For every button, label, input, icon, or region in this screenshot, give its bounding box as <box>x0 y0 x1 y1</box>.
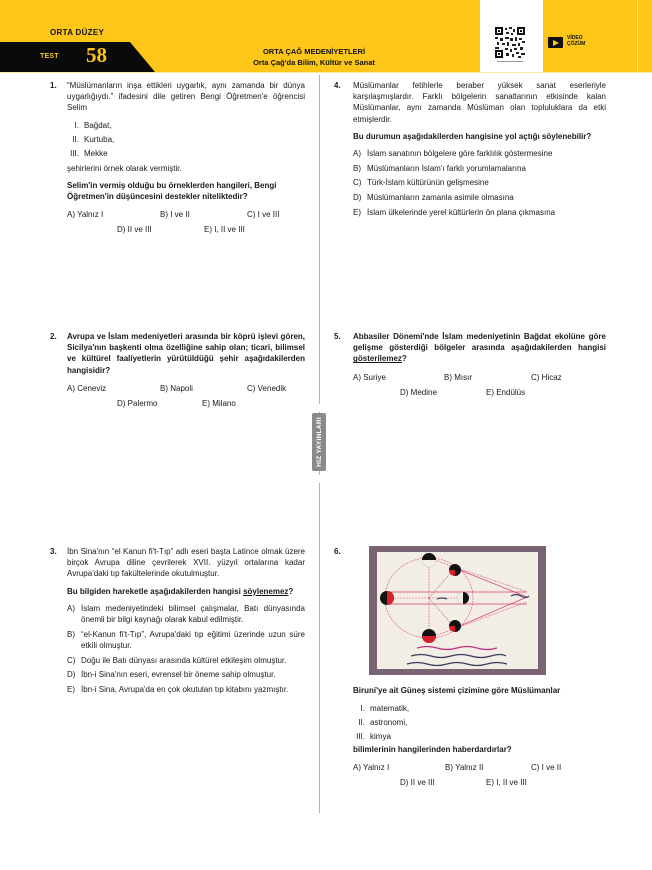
question-prompt: bilimlerinin hangilerinden haberdardırlar? <box>353 745 512 755</box>
header-edge-strip <box>637 0 638 72</box>
question-stem: Müslümanlar fetihlerle beraber yüksek sanat eserleriyle karşılaşmışlardır. Farklı bölgelerin sanatlarının etkisinde kalan Müslümanlar, aynı zamanda Müslüman olan topluluklara da etki etmişlerdir. <box>353 81 606 124</box>
roman-list <box>353 701 606 743</box>
difficulty-level: ORTA DÜZEY <box>50 28 105 37</box>
list-item: III. kimya <box>356 731 391 741</box>
list-item: II. Kurtuba, <box>72 135 115 144</box>
manuscript-image <box>377 552 538 669</box>
roman-list <box>67 119 305 161</box>
option-b[interactable]: B) I ve II <box>160 210 190 220</box>
answer-options <box>67 209 305 239</box>
option-c[interactable]: C) Hicaz <box>531 372 562 382</box>
option-d[interactable]: D) II ve III <box>400 778 435 788</box>
option-b[interactable]: B) Müslümanların İslam'ı farklı yorumlamalarına <box>353 163 526 173</box>
question-stem: Avrupa ve İslam medeniyetleri arasında bir köprü işlevi gören, Sicilya'nın başkenti olma özelliğine sahip olan; ticari, bilimsel ve kültürel faaliyetlerin yürütüldüğü şehir aşağıdakilerden hangisidir? <box>67 332 305 375</box>
option-c[interactable]: C) Doğu ile Batı dünyası arasında kültürel etkileşim olmuştur. <box>67 655 287 665</box>
test-number-band <box>0 42 155 72</box>
question-stem: Biruni'ye ait Güneş sistemi çizimine göre Müslümanlar <box>353 686 561 695</box>
question-number: 1. <box>50 81 57 90</box>
unit-subtitle: Orta Çağ'da Bilim, Kültür ve Sanat <box>253 58 375 67</box>
option-c[interactable]: C) Türk-İslam kültürünün gelişmesine <box>353 178 489 188</box>
option-d[interactable]: D) Müslümanların zamanla asimile olmasına <box>353 193 514 203</box>
question-6-body <box>353 685 606 792</box>
question-number: 6. <box>334 547 341 556</box>
option-e[interactable]: E) I, II ve III <box>204 225 245 235</box>
answer-options <box>353 148 606 218</box>
publisher-tag: HIZ YAYINLARI <box>312 413 326 471</box>
question-prompt: Selim'in vermiş olduğu bu örneklerden hangileri, Bengi Öğretmen'in düşüncesini destekler niteliktedir? <box>67 180 277 202</box>
option-e[interactable]: E) Milano <box>202 398 236 408</box>
option-d[interactable]: D) Palermo <box>117 398 158 408</box>
option-e[interactable]: E) İslam ülkelerinde yerel kültürlerin ön plana çıkmasına <box>353 207 556 217</box>
option-b[interactable]: B) Yalnız II <box>445 763 484 773</box>
question-prompt: Bu durumun aşağıdakilerden hangisine yol açtığı söylenebilir? <box>353 131 592 141</box>
unit-title: ORTA ÇAĞ MEDENİYETLERİ <box>262 47 366 56</box>
play-video-icon[interactable] <box>548 37 563 48</box>
option-a[interactable]: A) Yalnız I <box>67 210 104 220</box>
answer-options <box>67 383 305 413</box>
option-b[interactable]: B) Mısır <box>444 372 472 382</box>
qr-code-icon[interactable] <box>495 27 525 58</box>
video-solution-label[interactable]: VİDEO ÇÖZÜM <box>567 35 586 47</box>
list-item: I. Bağdat, <box>74 121 112 130</box>
stem-continuation: şehirlerini örnek olarak vermiştir. <box>67 163 182 173</box>
divider-gap <box>317 404 322 412</box>
option-c[interactable]: C) I ve II <box>531 763 562 773</box>
option-a[interactable]: A) İslam sanatının bölgelere göre farklılık göstermesine <box>353 149 553 159</box>
answer-options <box>67 603 305 695</box>
question-number: 4. <box>334 81 341 90</box>
option-a[interactable]: A) Ceneviz <box>67 383 107 393</box>
header-divider <box>0 72 652 73</box>
option-e[interactable]: E) Endülüs <box>486 387 526 397</box>
question-number: 5. <box>334 332 341 341</box>
question-stem: “Müslümanların inşa ettikleri uygarlık, aynı zamanda bir dünya uygarlığıydı.” ifadesini dile getiren Bengi Öğretmen'e öğrencisi Selim <box>67 81 305 113</box>
option-c[interactable]: C) I ve III <box>247 210 280 220</box>
qr-caption <box>497 61 523 62</box>
answer-options <box>353 372 606 402</box>
divider-gap <box>317 475 322 483</box>
list-item: I. matematik, <box>360 703 410 713</box>
option-d[interactable]: D) İbn-i Sina'nın eseri, evrensel bir öneme sahip olmuştur. <box>67 670 276 680</box>
option-b[interactable]: B) “el-Kanun fi't-Tıp”, Avrupa'daki tıp eğitimi üzerinde uzun süre etkili olmuştur. <box>67 629 305 650</box>
test-label: TEST <box>40 53 59 60</box>
option-a[interactable]: A) İslam medeniyetindeki bilimsel çalışmalar, Batı dünyasında önemli bir bilgi kaynağı olarak kabul edilmiştir. <box>67 603 305 625</box>
option-e[interactable]: E) İbn-i Sina, Avrupa'da en çok okutulan tıp kitabını yazmıştır. <box>67 685 289 695</box>
option-d[interactable]: D) Medine <box>400 387 437 397</box>
option-a[interactable]: A) Suriye <box>353 372 386 382</box>
list-item: II. astronomi, <box>358 717 408 727</box>
option-d[interactable]: D) II ve III <box>117 225 152 235</box>
question-stem: İbn Sina'nın “el Kanun fi't-Tıp” adlı eseri başta Latince olmak üzere birçok Avrupa diline çevrilerek XVII. yüzyıl ortalarına kadar Avrupa'daki tıp fakültelerinde okutulmuştur. <box>67 547 305 579</box>
question-prompt: Bu bilgiden hareketle aşağıdakilerden hangisi söylenemez? <box>67 586 294 596</box>
test-number: 58 <box>86 43 107 67</box>
question-number: 3. <box>50 547 57 556</box>
option-b[interactable]: B) Napoli <box>160 383 193 393</box>
option-e[interactable]: E) I, II ve III <box>486 778 527 788</box>
question-number: 2. <box>50 332 57 341</box>
answer-options <box>353 762 606 792</box>
biruni-moon-phases-figure <box>369 546 546 675</box>
option-c[interactable]: C) Venedik <box>247 383 287 393</box>
option-a[interactable]: A) Yalnız I <box>353 763 390 773</box>
list-item: III. Mekke <box>70 149 108 158</box>
question-prompt: Abbasiler Dönemi'nde İslam medeniyetinin Bağdat ekolüne göre gelişme gösterdiği bölgeler arasında aşağıdakilerden hangisi gösterilemez? <box>353 332 606 364</box>
